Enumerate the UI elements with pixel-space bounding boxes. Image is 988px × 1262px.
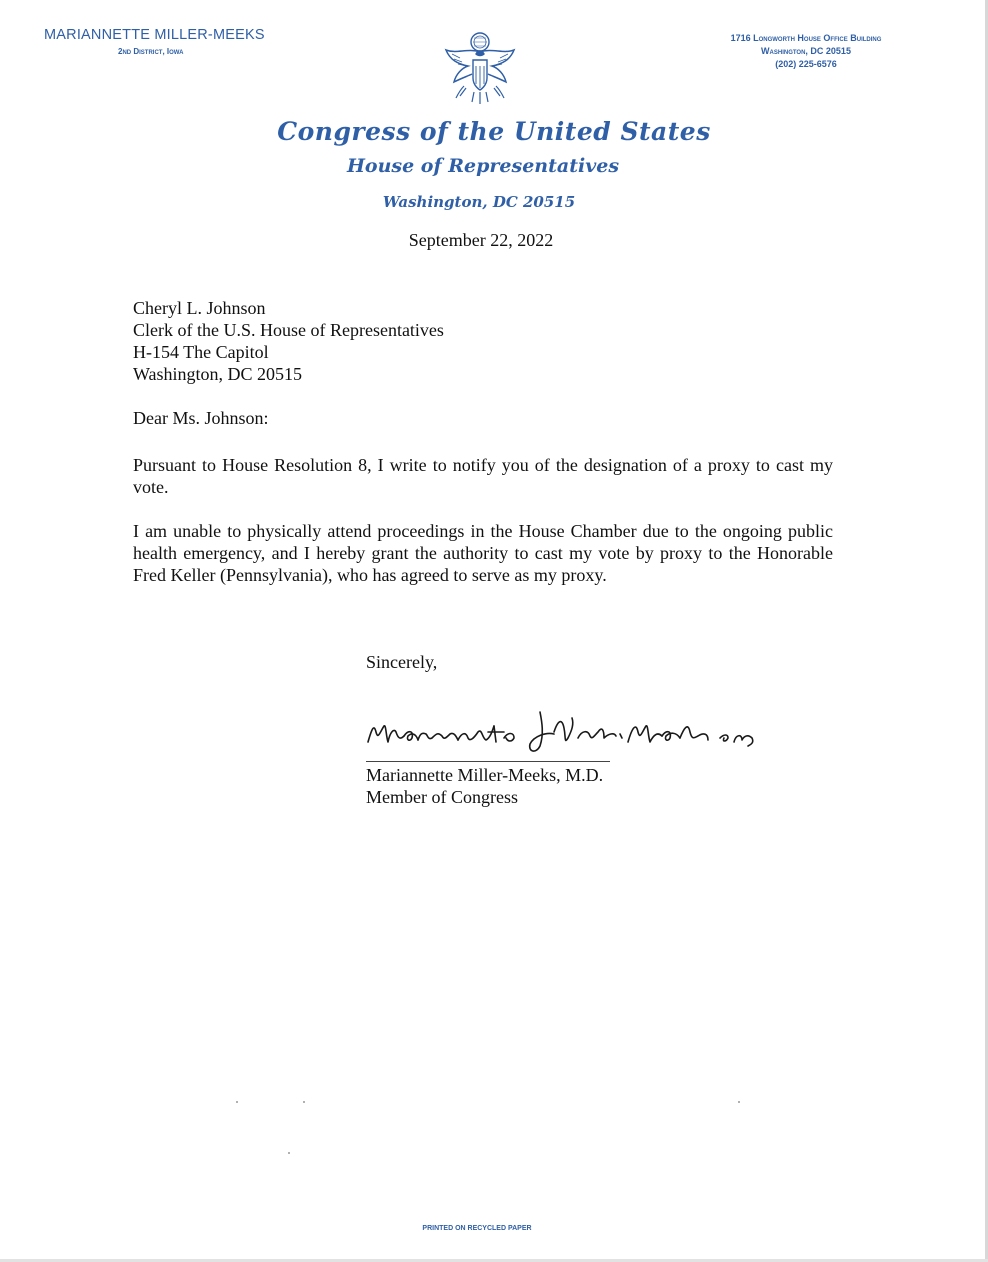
addressee-line: Cheryl L. Johnson xyxy=(133,298,266,318)
body-paragraph-2: I am unable to physically attend proceedings in the House Chamber due to the ongoing public health emergency, and I hereby grant the authority to cast my vote by proxy to the Honorable Fred Keller (Pennsylvania), who has agreed to serve as my proxy. xyxy=(133,521,833,585)
signer-title: Member of Congress xyxy=(366,787,518,807)
address-line-1: 1716 Longworth House Office Building xyxy=(730,33,882,43)
city-heading: Washington, DC 20515 xyxy=(382,193,576,211)
addressee-line: Washington, DC 20515 xyxy=(133,364,303,384)
paper-speck xyxy=(236,1101,238,1103)
house-heading: House of Representatives xyxy=(346,155,620,177)
handwritten-signature xyxy=(358,702,768,758)
paper-speck xyxy=(303,1101,305,1103)
congress-heading: Congress of the United States xyxy=(277,117,711,146)
addressee-line: H-154 The Capitol xyxy=(133,342,269,362)
member-district: 2nd District, Iowa xyxy=(118,47,184,56)
phone-number: (202) 225-6576 xyxy=(775,59,837,69)
body-paragraph-1: Pursuant to House Resolution 8, I write to notify you of the designation of a proxy to cast my vote. xyxy=(133,455,833,497)
great-seal-eagle-icon xyxy=(440,28,520,108)
addressee-block xyxy=(133,297,444,385)
address-line-2: Washington, DC 20515 xyxy=(761,46,851,56)
signature-line xyxy=(366,761,610,762)
paper-speck xyxy=(288,1152,290,1154)
salutation: Dear Ms. Johnson: xyxy=(133,408,269,428)
letter-date: September 22, 2022 xyxy=(408,230,554,250)
member-name: MARIANNETTE MILLER-MEEKS xyxy=(44,27,265,43)
office-address xyxy=(696,32,916,71)
signer-name: Mariannette Miller-Meeks, M.D. xyxy=(366,765,604,785)
recycled-paper-note: PRINTED ON RECYCLED PAPER xyxy=(422,1225,532,1232)
closing: Sincerely, xyxy=(366,652,438,672)
paper-speck xyxy=(738,1101,740,1103)
addressee-line: Clerk of the U.S. House of Representatives xyxy=(133,320,444,340)
